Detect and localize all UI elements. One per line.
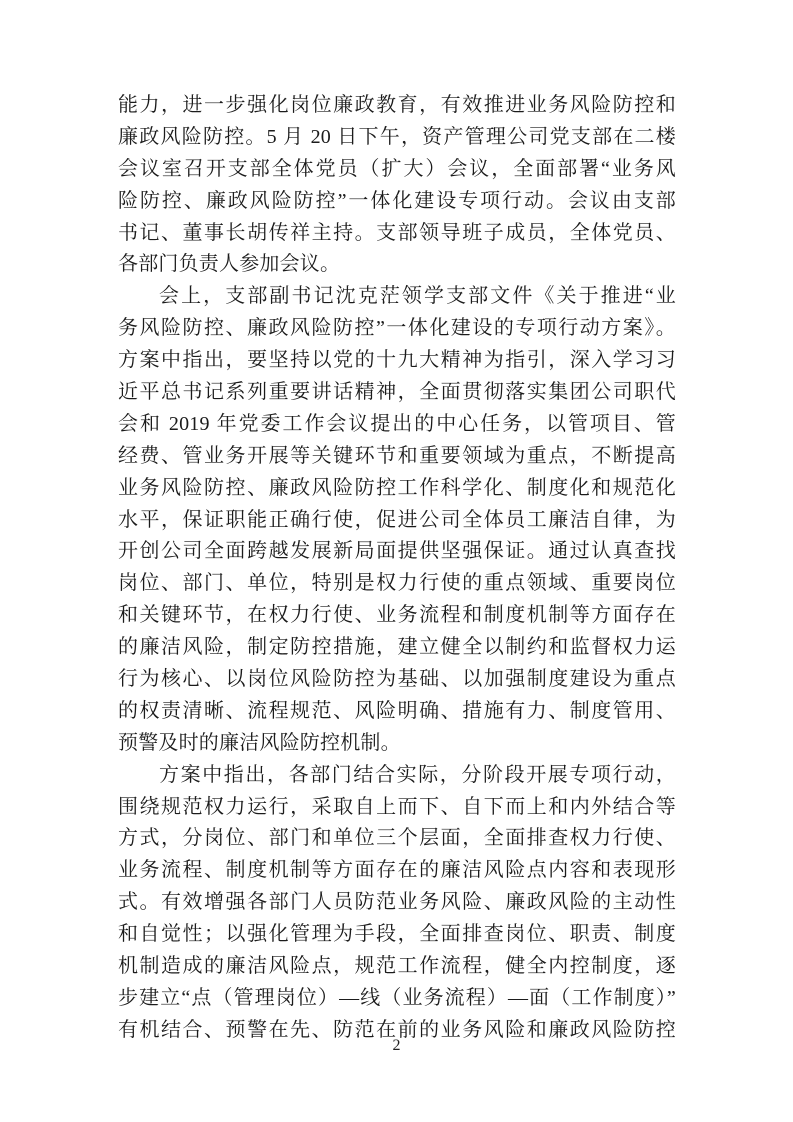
document-text-block [118,90,676,1047]
text-line: 开创公司全面跨越发展新局面提供坚强保证。通过认真查找 [118,540,676,563]
text-line: 水平，保证职能正确行使，促进公司全体员工廉洁自律，为 [118,508,676,531]
text-line: 会议室召开支部全体党员（扩大）会议，全面部署“业务风 [118,157,676,180]
text-line: 近平总书记系列重要讲话精神，全面贯彻落实集团公司职代 [118,381,676,404]
text-line: 机制造成的廉洁风险点，规范工作流程，健全内控制度，逐 [118,955,676,978]
text-line: 险防控、廉政风险防控”一体化建设专项行动。会议由支部 [118,189,676,212]
text-line: 围绕规范权力运行，采取自上而下、自下而上和内外结合等 [118,795,676,818]
text-line: 业务流程、制度机制等方面存在的廉洁风险点内容和表现形 [118,859,676,882]
text-line: 预警及时的廉洁风险防控机制。 [118,731,401,754]
text-line: 和关键环节，在权力行使、业务流程和制度机制等方面存在 [118,604,676,627]
paragraph-2 [118,281,676,759]
text-line: 方案中指出，要坚持以党的十九大精神为指引，深入学习习 [118,349,676,372]
page-number: 2 [392,1037,401,1054]
text-line: 岗位、部门、单位，特别是权力行使的重点领域、重要岗位 [118,572,676,595]
text-line: 行为核心、以岗位风险防控为基础、以加强制度建设为重点 [118,668,676,691]
paragraph-1 [118,90,676,281]
text-line: 方案中指出，各部门结合实际，分阶段开展专项行动， [159,763,676,786]
text-line: 能力，进一步强化岗位廉政教育，有效推进业务风险防控和 [118,94,676,116]
text-line: 有机结合、预警在先、防范在前的业务风险和廉政风险防控 [118,1018,676,1041]
text-line: 和自觉性；以强化管理为手段，全面排查岗位、职责、制度 [118,923,676,946]
paragraph-3 [118,760,676,1047]
text-line: 各部门负责人参加会议。 [118,253,341,276]
text-line: 的廉洁风险，制定防控措施，建立健全以制约和监督权力运 [118,636,676,659]
text-line: 经费、管业务开展等关键环节和重要领域为重点，不断提高 [118,444,676,467]
text-line: 的权责清晰、流程规范、风险明确、措施有力、制度管用、 [118,699,676,722]
text-line: 廉政风险防控。5 月 20 日下午，资产管理公司党支部在二楼 [118,125,676,148]
text-line: 方式，分岗位、部门和单位三个层面，全面排查权力行使、 [118,827,676,850]
text-line: 业务风险防控、廉政风险防控工作科学化、制度化和规范化 [118,476,676,499]
text-line: 书记、董事长胡传祥主持。支部领导班子成员，全体党员、 [118,221,676,244]
text-line: 会和 2019 年党委工作会议提出的中心任务，以管项目、管 [118,412,676,435]
text-line: 会上，支部副书记沈克茫领学支部文件《关于推进“业 [159,285,676,308]
text-line: 式。有效增强各部门人员防范业务风险、廉政风险的主动性 [118,891,676,914]
text-line: 务风险防控、廉政风险防控”一体化建设的专项行动方案》。 [118,317,676,340]
text-line: 步建立“点（管理岗位）—线（业务流程）—面（工作制度）” [118,986,676,1009]
